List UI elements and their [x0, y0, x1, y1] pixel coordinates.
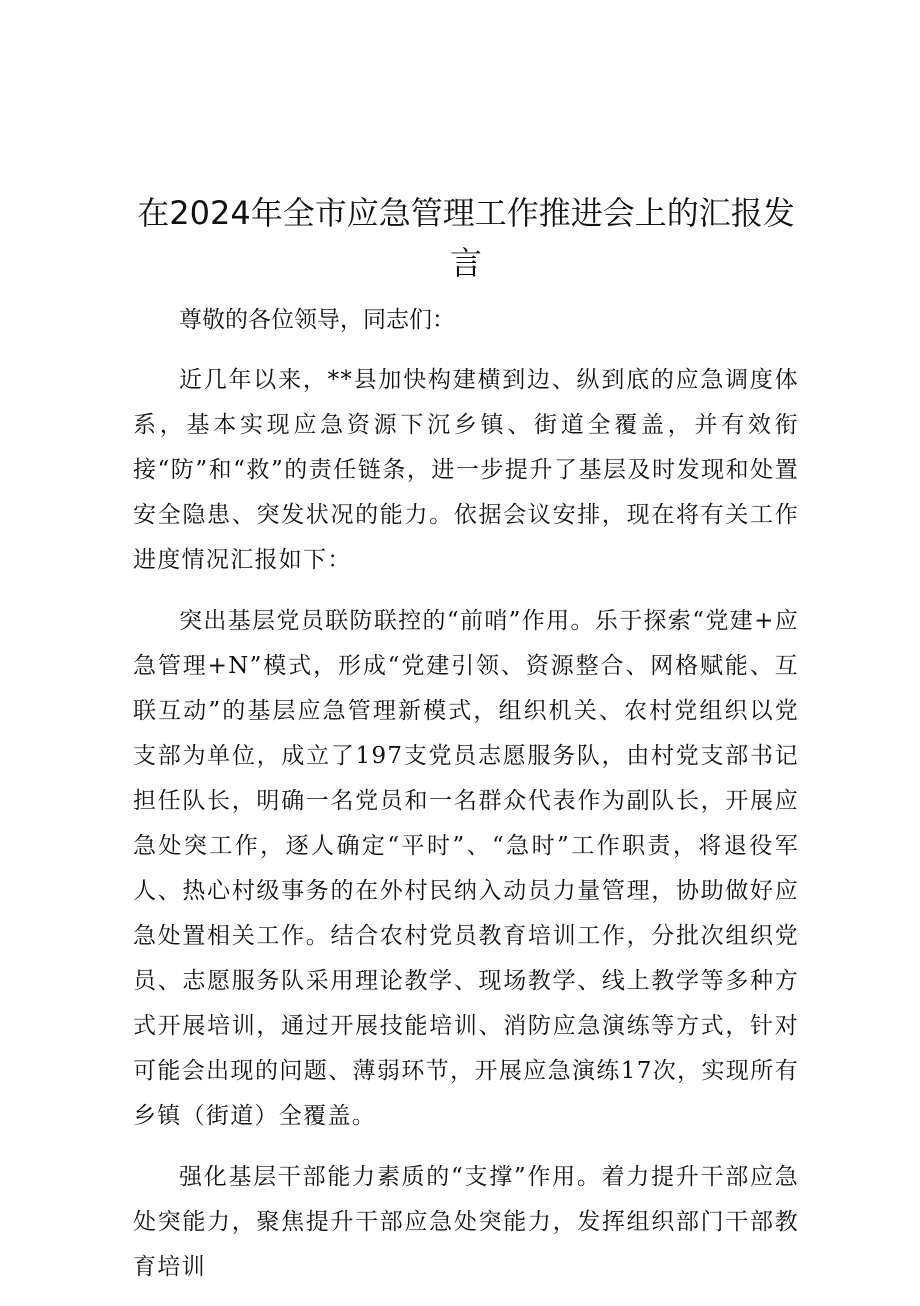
salutation: 尊敬的各位领导，同志们： [179, 307, 455, 333]
document-title: 在2024年全市应急管理工作推进会上的汇报发言 [137, 194, 795, 282]
paragraph-cadre-support: 强化基层干部能力素质的“支撑”作用。着力提升干部应急处突能力，聚焦提升干部应急处突能力，发挥组织部门干部教育培训 [133, 1164, 799, 1280]
document-body [133, 188, 799, 1306]
paragraph-party-outpost: 突出基层党员联防联控的“前哨”作用。乐于探索“党建+应急管理+N”模式，形成“党建引领、资源整合、网格赋能、互联互动”的基层应急管理新模式，组织机关、农村党组织以党支部为单位，成立了197支党员志愿服务队，由村党支部书记担任队长，明确一名党员和一名群众代表作为副队长，开展应急处突工作，逐人确定“平时”、“急时”工作职责，将退役军人、热心村级事务的在外村民纳入动员力量管理，协助做好应急处置相关工作。结合农村党员教育培训工作，分批次组织党员、志愿服务队采用理论教学、现场教学、线上教学等多种方式开展培训，通过开展技能培训、消防应急演练等方式，针对可能会出现的问题、薄弱环节，开展应急演练17次，实现所有乡镇（街道）全覆盖。 [133, 608, 799, 1129]
paragraph-intro: 近几年以来，**县加快构建横到边、纵到底的应急调度体系，基本实现应急资源下沉乡镇、街道全覆盖，并有效衔接“防”和“救”的责任链条，进一步提升了基层及时发现和处置安全隐患、突发状况的能力。依据会议安排，现在将有关工作进度情况汇报如下： [133, 367, 799, 573]
